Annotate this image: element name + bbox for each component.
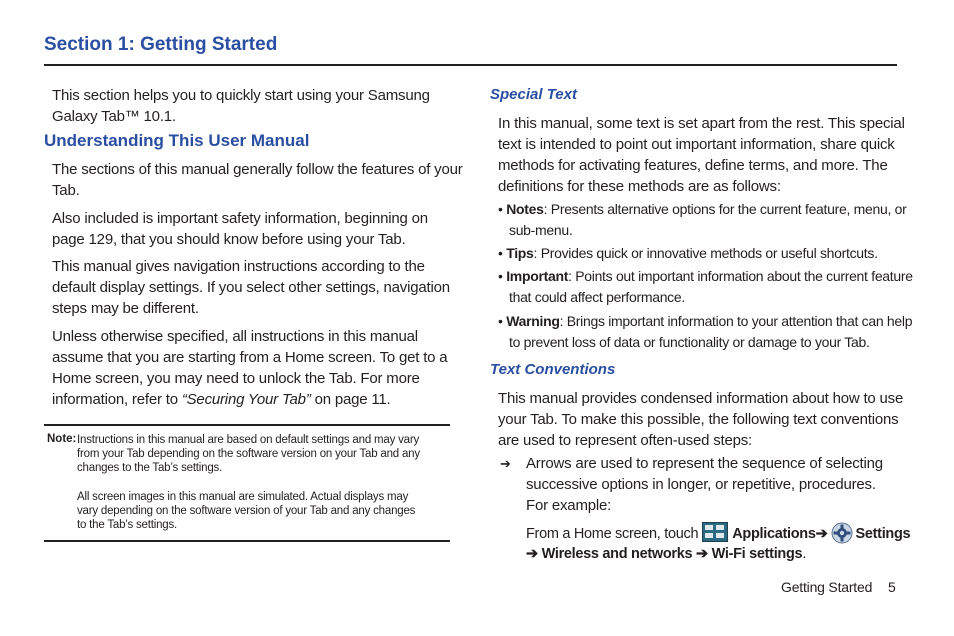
settings-icon xyxy=(831,522,853,544)
text-line: Unless otherwise specified, all instructions in this manual xyxy=(52,328,418,345)
paragraph-home-screen xyxy=(52,326,447,410)
text-line: are used to represent often-used steps: xyxy=(498,432,753,449)
intro-paragraph xyxy=(52,85,430,127)
securing-your-tab-link[interactable]: “Securing Your Tab” xyxy=(181,391,311,408)
text-line: The sections of this manual generally follow the features of your xyxy=(52,161,463,178)
page-title: Section 1: Getting Started xyxy=(44,34,278,55)
text-line: For example: xyxy=(526,497,612,514)
applications-label: Applications xyxy=(732,526,816,542)
special-text-heading: Special Text xyxy=(490,86,577,103)
text-line: to the Tab’s settings. xyxy=(77,519,178,531)
paragraph-safety xyxy=(52,208,428,250)
text-line: vary depending on the software version of your Tab and any changes xyxy=(77,505,416,517)
text-line: This manual provides condensed information about how to use xyxy=(498,390,904,407)
understanding-heading: Understanding This User Manual xyxy=(44,131,310,150)
paragraph-sections xyxy=(52,159,463,201)
bullet-notes: • Notes: Presents alternative options for the current feature, menu, or sub-menu. xyxy=(498,201,907,238)
note-label: Note: xyxy=(47,433,77,445)
bullet-tips: • Tips: Provides quick or innovative methods or useful shortcuts. xyxy=(498,245,878,261)
text-line: This manual gives navigation instructions according to the xyxy=(52,258,425,275)
paragraph-navigation xyxy=(52,256,450,319)
text-line: Also included is important safety information, beginning on xyxy=(52,210,428,227)
special-text-paragraph xyxy=(498,113,905,197)
text-line: In this manual, some text is set apart from the rest. This special xyxy=(498,115,905,132)
text-line: Instructions in this manual are based on default settings and may vary xyxy=(77,434,420,446)
bullet-mark: • xyxy=(498,268,503,284)
text-line: definitions for these methods are as follows: xyxy=(498,178,781,195)
text-line: steps may be different. xyxy=(52,300,199,317)
settings-label: Settings xyxy=(855,526,911,542)
text-line: Galaxy Tab™ 10.1. xyxy=(52,108,176,125)
text-line: Arrows are used to represent the sequence of selecting xyxy=(526,455,883,472)
note-text-2 xyxy=(77,490,415,532)
text-line: default display settings. If you select other settings, navigation xyxy=(52,279,450,296)
text-line: information, refer to “Securing Your Tab” on page 11. xyxy=(52,391,391,408)
page-number: 5 xyxy=(888,579,896,595)
bullet-mark: • xyxy=(498,245,503,261)
text-line: Tab. xyxy=(52,182,80,199)
text-line: text is intended to point out important information, share quick xyxy=(498,136,895,153)
bullet-warning: • Warning: Brings important information to your attention that can help to prevent loss of data or functionality or damage to your Tab. xyxy=(498,313,913,350)
bullet-mark: • xyxy=(498,313,503,329)
text-line: page 129, that you should know before using your Tab. xyxy=(52,231,406,248)
text-line: from your Tab depending on the software version on your Tab and any xyxy=(77,448,420,460)
text-conventions-paragraph xyxy=(498,388,903,451)
text-line: successive options in longer, or repetitive, procedures. xyxy=(526,476,876,493)
example-line-1: From a Home screen, touch Applications➔ Settings xyxy=(526,522,910,545)
text-line: Home screen, you may need to unlock the Tab. For more xyxy=(52,370,420,387)
text-line: your Tab. To make this possible, the following text conventions xyxy=(498,411,899,428)
text-line: assume that you are starting from a Home screen. To get to a xyxy=(52,349,448,366)
text-line: methods for activating features, define terms, and more. The xyxy=(498,157,888,174)
footer-section-name: Getting Started xyxy=(781,579,873,595)
header-rule xyxy=(44,64,897,66)
note-text-1 xyxy=(77,433,420,475)
bullet-important: • Important: Points out important information about the current feature that could affect performance. xyxy=(498,268,913,305)
example-line-2: ➔ Wireless and networks ➔ Wi-Fi settings. xyxy=(526,546,807,562)
text-conventions-heading: Text Conventions xyxy=(490,361,616,378)
applications-icon xyxy=(702,522,728,542)
text-line: changes to the Tab’s settings. xyxy=(77,462,223,474)
text-line: All screen images in this manual are simulated. Actual displays may xyxy=(77,491,409,503)
arrow-mark: ➔ xyxy=(500,456,511,471)
text-line: This section helps you to quickly start using your Samsung xyxy=(52,87,430,104)
arrow-paragraph xyxy=(526,453,883,516)
bullet-mark: • xyxy=(498,201,503,217)
